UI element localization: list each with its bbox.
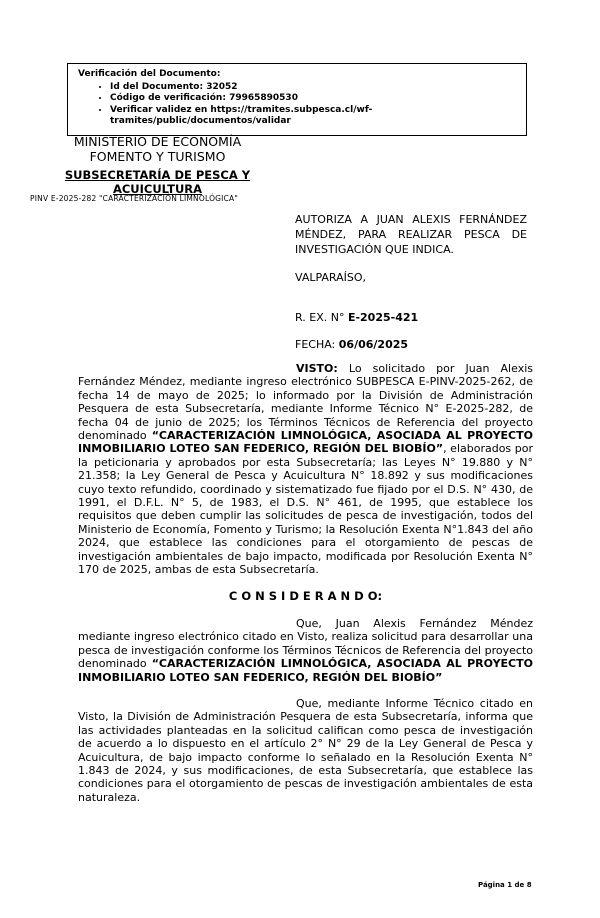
document-body <box>78 362 533 817</box>
visto-text-2: , elaborados por la peticionaria y aprobados por esta Subsecretaría; las Leyes N° 19.880 y N° 21.358; la Ley General de Pesca y Acuicultura N° 18.892 y sus modificaciones cuyo texto refundido, coordinado y sistematizado fue fijado por el D.S. N° 430, de 1991, el D.F.L. N° 5, de 1983, el D.S. N° 461, de 1995, que establece los requisitos que deben cumplir las solicitudes de pesca de investigación, todos del Ministerio de Economía, Fomento y Turismo; la Resolución Exenta N°1.843 del año 2024, que establece las condiciones para el otorgamiento de pescas de investigación ambientales de bajo impacto, modificada por Resolución Exenta N° 170 de 2025, ambas de esta Subsecretaría. <box>78 442 534 577</box>
considerando-2-text: Que, mediante Informe Técnico citado en Visto, la División de Administración Pesquera de esta Subsecretaría, informa que las actividades planteadas en la solicitud califican como pesca de investigación de acuerdo a lo dispuesto en el artículo 2° N° 29 de la Ley General de Pesca y Acuicultura, de bajo impacto conforme lo señalado en la Resolución Exenta N° 1.843 de 2024, y sus modificaciones, de esta Subsecretaría, que establece las condiciones para el otorgamiento de pescas de investigación ambientales de esta naturaleza. <box>78 696 533 804</box>
resolution-city: VALPARAÍSO, <box>295 271 367 284</box>
resolution-number <box>295 311 418 324</box>
page-indicator: Página 1 de 8 <box>478 881 532 889</box>
visto-label: VISTO: <box>296 362 338 375</box>
subsecretaria-line-2: ACUICULTURA <box>112 181 203 196</box>
resolution-date-label: FECHA: <box>295 338 339 351</box>
ministry-line-1: MINISTERIO DE ECONOMÍA <box>73 134 242 149</box>
verification-item-code: • Código de verificación: 79965890530 <box>110 93 518 105</box>
verification-list <box>78 82 518 128</box>
resolution-date <box>295 338 408 351</box>
resolution-subject: AUTORIZA A JUAN ALEXIS FERNÁNDEZ MÉNDEZ, PARA REALIZAR PESCA DE INVESTIGACIÓN QUE INDICA. <box>295 213 527 256</box>
considerando-1-text: Que, Juan Alexis Fernández Méndez mediante ingreso electrónico citado en Visto, realiza solicitud para desarrollar una pesca de investigación conforme los Términos Técnicos de Referencia del proyecto denominado <box>78 616 533 671</box>
resolution-number-label: R. EX. N° <box>295 311 348 324</box>
verification-item-document-id: • Id del Documento: 32052 <box>110 82 518 94</box>
verification-item-url: • Verificar validez en https://tramites.subpesca.cl/wf-tramites/public/documentos/validar <box>110 105 518 128</box>
subsecretaria-header <box>35 169 280 196</box>
resolution-number-value: E-2025-421 <box>347 311 419 324</box>
verification-box <box>67 63 527 136</box>
visto-project-name: “CARACTERIZACIÓN LIMNOLÓGICA, ASOCIADA AL PROYECTO INMOBILIARIO LOTEO SAN FEDERICO, REGIÓN DEL BIOBÍO” <box>78 429 533 456</box>
considerando-paragraph-1 <box>78 617 533 684</box>
ministry-header <box>35 134 280 164</box>
resolution-date-value: 06/06/2025 <box>338 338 409 351</box>
visto-text-1: Lo solicitado por Juan Alexis Fernández Méndez, mediante ingreso electrónico SUBPESCA E-PINV-2025-262, de fecha 14 de mayo de 2025; lo informado por la División de Administración Pesquera de esta Subsecretaría, mediante Informe Técnico N° E-2025-282, de fecha 04 de junio de 2025; los Términos Técnicos de Referencia del proyecto denominado <box>78 362 533 443</box>
project-reference: PINV E-2025-282 "CARACTERIZACIÓN LIMNOLÓGICA" <box>30 194 239 203</box>
considerando-paragraph-2 <box>78 697 533 804</box>
subsecretaria-line-1: SUBSECRETARÍA DE PESCA Y <box>64 168 251 182</box>
considerando-1-project-name: “CARACTERIZACIÓN LIMNOLÓGICA, ASOCIADA AL PROYECTO INMOBILIARIO LOTEO SAN FEDERICO, REGIÓN DEL BIOBÍO” <box>78 657 533 684</box>
considerando-heading: C O N S I D E R A N D O: <box>228 588 383 603</box>
ministry-line-2: FOMENTO Y TURISMO <box>89 149 226 164</box>
visto-paragraph <box>78 362 533 577</box>
verification-title: Verificación del Documento: <box>78 69 221 79</box>
